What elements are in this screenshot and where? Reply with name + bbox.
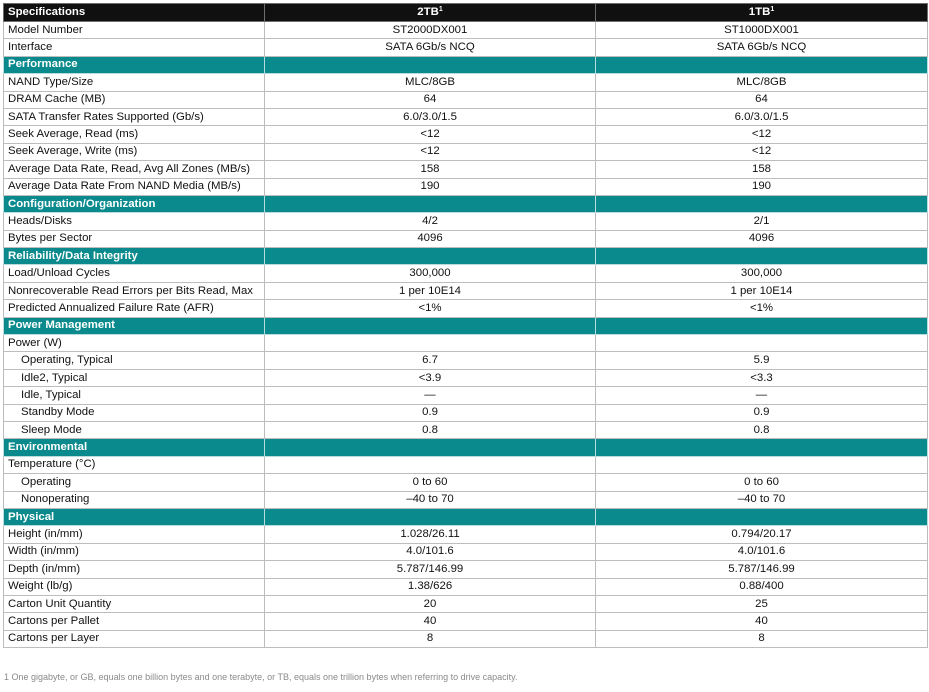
header-2tb bbox=[265, 4, 596, 22]
value-1tb: — bbox=[596, 387, 928, 404]
value-2tb: <1% bbox=[265, 300, 596, 317]
section-spacer bbox=[265, 248, 596, 265]
value-2tb: 0 to 60 bbox=[265, 474, 596, 491]
section-title: Configuration/Organization bbox=[4, 195, 265, 212]
spec-label: NAND Type/Size bbox=[4, 74, 265, 91]
table-row bbox=[4, 561, 928, 578]
spec-label: Model Number bbox=[4, 22, 265, 39]
table-row bbox=[4, 126, 928, 143]
empty-cell bbox=[596, 335, 928, 352]
value-2tb: MLC/8GB bbox=[265, 74, 596, 91]
spec-label: Cartons per Pallet bbox=[4, 613, 265, 630]
spec-label: DRAM Cache (MB) bbox=[4, 91, 265, 108]
table-row bbox=[4, 387, 928, 404]
table-body bbox=[4, 22, 928, 648]
table-row bbox=[4, 143, 928, 160]
section-title: Performance bbox=[4, 56, 265, 73]
value-2tb: 190 bbox=[265, 178, 596, 195]
spec-label: Standby Mode bbox=[4, 404, 265, 421]
table-row bbox=[4, 161, 928, 178]
table-row bbox=[4, 213, 928, 230]
value-1tb: 1 per 10E14 bbox=[596, 282, 928, 299]
header-spec-label: Specifications bbox=[4, 4, 265, 22]
value-1tb: 64 bbox=[596, 91, 928, 108]
value-1tb: 0.794/20.17 bbox=[596, 526, 928, 543]
value-2tb: 4096 bbox=[265, 230, 596, 247]
table-row bbox=[4, 108, 928, 125]
value-1tb: 4.0/101.6 bbox=[596, 543, 928, 560]
table-row bbox=[4, 578, 928, 595]
spec-label: Average Data Rate From NAND Media (MB/s) bbox=[4, 178, 265, 195]
value-2tb: SATA 6Gb/s NCQ bbox=[265, 39, 596, 56]
spec-label: Idle2, Typical bbox=[4, 369, 265, 386]
section-header-row bbox=[4, 317, 928, 334]
value-1tb: <1% bbox=[596, 300, 928, 317]
spec-label: SATA Transfer Rates Supported (Gb/s) bbox=[4, 108, 265, 125]
header-2tb-label: 2TB bbox=[417, 6, 439, 18]
table-row bbox=[4, 526, 928, 543]
value-1tb: 0.9 bbox=[596, 404, 928, 421]
section-header-row bbox=[4, 195, 928, 212]
section-header-row bbox=[4, 508, 928, 525]
section-title: Environmental bbox=[4, 439, 265, 456]
section-spacer bbox=[596, 248, 928, 265]
table-row bbox=[4, 491, 928, 508]
spec-label: Depth (in/mm) bbox=[4, 561, 265, 578]
value-1tb: 0 to 60 bbox=[596, 474, 928, 491]
value-2tb: <3.9 bbox=[265, 369, 596, 386]
value-2tb: ST2000DX001 bbox=[265, 22, 596, 39]
spec-label: Average Data Rate, Read, Avg All Zones (MB/s) bbox=[4, 161, 265, 178]
section-spacer bbox=[265, 56, 596, 73]
value-1tb: 5.9 bbox=[596, 352, 928, 369]
value-2tb: 5.787/146.99 bbox=[265, 561, 596, 578]
value-1tb: 6.0/3.0/1.5 bbox=[596, 108, 928, 125]
footnote-mark: 1 bbox=[770, 6, 775, 13]
table-row bbox=[4, 595, 928, 612]
value-2tb: 1.028/26.11 bbox=[265, 526, 596, 543]
table-row bbox=[4, 265, 928, 282]
value-2tb: 4/2 bbox=[265, 213, 596, 230]
table-row bbox=[4, 543, 928, 560]
value-2tb: 158 bbox=[265, 161, 596, 178]
value-1tb: 25 bbox=[596, 595, 928, 612]
spec-label: Cartons per Layer bbox=[4, 630, 265, 647]
section-spacer bbox=[596, 195, 928, 212]
section-title: Power Management bbox=[4, 317, 265, 334]
spec-label: Heads/Disks bbox=[4, 213, 265, 230]
value-1tb: 8 bbox=[596, 630, 928, 647]
value-2tb: 64 bbox=[265, 91, 596, 108]
section-header-row bbox=[4, 439, 928, 456]
value-1tb: 0.8 bbox=[596, 421, 928, 438]
group-row bbox=[4, 335, 928, 352]
table-row bbox=[4, 300, 928, 317]
spec-label: Operating bbox=[4, 474, 265, 491]
spec-label: Load/Unload Cycles bbox=[4, 265, 265, 282]
header-1tb-label: 1TB bbox=[748, 6, 771, 18]
table-row bbox=[4, 474, 928, 491]
value-2tb: 6.0/3.0/1.5 bbox=[265, 108, 596, 125]
section-spacer bbox=[265, 195, 596, 212]
table-row bbox=[4, 91, 928, 108]
table-row bbox=[4, 369, 928, 386]
section-title: Physical bbox=[4, 508, 265, 525]
spec-label: Predicted Annualized Failure Rate (AFR) bbox=[4, 300, 265, 317]
value-1tb: SATA 6Gb/s NCQ bbox=[596, 39, 928, 56]
section-spacer bbox=[265, 317, 596, 334]
value-2tb: 40 bbox=[265, 613, 596, 630]
table-row bbox=[4, 39, 928, 56]
value-2tb: 1.38/626 bbox=[265, 578, 596, 595]
value-1tb: 158 bbox=[596, 161, 928, 178]
spec-label: Bytes per Sector bbox=[4, 230, 265, 247]
value-2tb: 0.9 bbox=[265, 404, 596, 421]
table-row bbox=[4, 230, 928, 247]
spec-label: Interface bbox=[4, 39, 265, 56]
value-2tb: 20 bbox=[265, 595, 596, 612]
group-label: Temperature (°C) bbox=[4, 456, 265, 473]
value-1tb: 0.88/400 bbox=[596, 578, 928, 595]
table-row bbox=[4, 630, 928, 647]
spec-table bbox=[3, 3, 928, 648]
value-2tb: 8 bbox=[265, 630, 596, 647]
value-1tb: 2/1 bbox=[596, 213, 928, 230]
spec-label: Nonrecoverable Read Errors per Bits Read, Max bbox=[4, 282, 265, 299]
value-2tb: 300,000 bbox=[265, 265, 596, 282]
table-row bbox=[4, 352, 928, 369]
section-spacer bbox=[596, 56, 928, 73]
value-1tb: <12 bbox=[596, 143, 928, 160]
spec-label: Seek Average, Write (ms) bbox=[4, 143, 265, 160]
section-spacer bbox=[265, 439, 596, 456]
table-row bbox=[4, 404, 928, 421]
spec-label: Carton Unit Quantity bbox=[4, 595, 265, 612]
value-2tb: 4.0/101.6 bbox=[265, 543, 596, 560]
empty-cell bbox=[596, 456, 928, 473]
footnote-mark: 1 bbox=[438, 6, 443, 13]
group-label: Power (W) bbox=[4, 335, 265, 352]
footnote: 1 One gigabyte, or GB, equals one billion bytes and one terabyte, or TB, equals one trillion bytes when referring to drive capacity. bbox=[4, 672, 518, 682]
value-1tb: 5.787/146.99 bbox=[596, 561, 928, 578]
group-row bbox=[4, 456, 928, 473]
spec-label: Width (in/mm) bbox=[4, 543, 265, 560]
value-2tb: 0.8 bbox=[265, 421, 596, 438]
table-row bbox=[4, 22, 928, 39]
value-1tb: <12 bbox=[596, 126, 928, 143]
table-row bbox=[4, 74, 928, 91]
table-row bbox=[4, 282, 928, 299]
value-1tb: 4096 bbox=[596, 230, 928, 247]
value-1tb: 190 bbox=[596, 178, 928, 195]
value-1tb: 40 bbox=[596, 613, 928, 630]
value-1tb: –40 to 70 bbox=[596, 491, 928, 508]
table-row bbox=[4, 421, 928, 438]
value-2tb: <12 bbox=[265, 143, 596, 160]
spec-label: Nonoperating bbox=[4, 491, 265, 508]
value-1tb: <3.3 bbox=[596, 369, 928, 386]
section-spacer bbox=[596, 317, 928, 334]
value-1tb: 300,000 bbox=[596, 265, 928, 282]
section-spacer bbox=[596, 508, 928, 525]
value-2tb: <12 bbox=[265, 126, 596, 143]
spec-label: Sleep Mode bbox=[4, 421, 265, 438]
value-2tb: 1 per 10E14 bbox=[265, 282, 596, 299]
value-1tb: MLC/8GB bbox=[596, 74, 928, 91]
value-1tb: ST1000DX001 bbox=[596, 22, 928, 39]
empty-cell bbox=[265, 456, 596, 473]
section-spacer bbox=[265, 508, 596, 525]
section-header-row bbox=[4, 248, 928, 265]
spec-label: Idle, Typical bbox=[4, 387, 265, 404]
section-spacer bbox=[596, 439, 928, 456]
spec-label: Seek Average, Read (ms) bbox=[4, 126, 265, 143]
value-2tb: –40 to 70 bbox=[265, 491, 596, 508]
table-header bbox=[4, 4, 928, 22]
value-2tb: — bbox=[265, 387, 596, 404]
empty-cell bbox=[265, 335, 596, 352]
section-header-row bbox=[4, 56, 928, 73]
spec-label: Height (in/mm) bbox=[4, 526, 265, 543]
header-1tb bbox=[596, 4, 928, 22]
header-row bbox=[4, 4, 928, 22]
value-2tb: 6.7 bbox=[265, 352, 596, 369]
table-row bbox=[4, 178, 928, 195]
spec-label: Weight (lb/g) bbox=[4, 578, 265, 595]
section-title: Reliability/Data Integrity bbox=[4, 248, 265, 265]
spec-label: Operating, Typical bbox=[4, 352, 265, 369]
table-row bbox=[4, 613, 928, 630]
